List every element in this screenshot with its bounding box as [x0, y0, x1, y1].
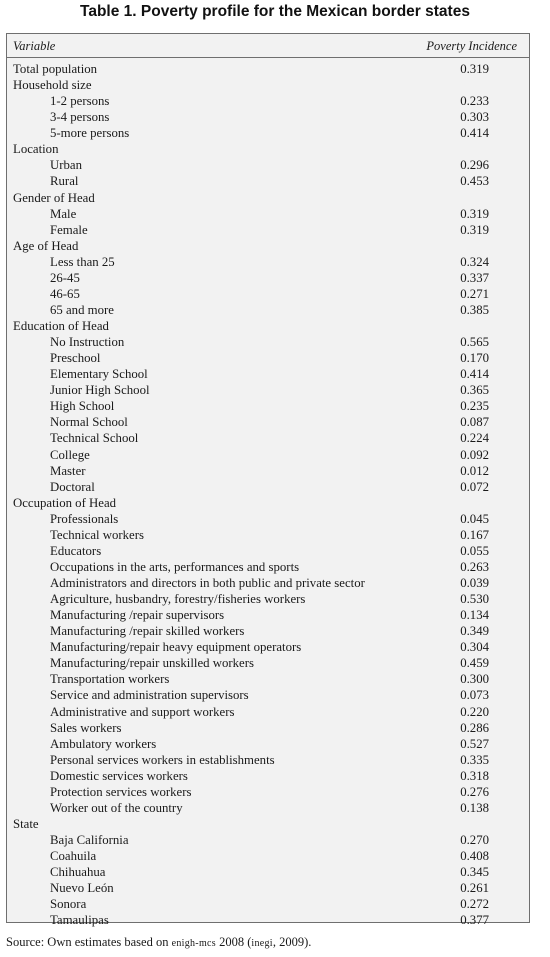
table-row: [7, 366, 529, 382]
poverty-table: [6, 33, 530, 928]
table-row: [7, 109, 529, 125]
table-row: [7, 800, 529, 816]
row-value: 0.319: [460, 62, 489, 76]
row-value: 0.414: [460, 367, 489, 382]
row-value: 0.039: [460, 576, 489, 590]
row-label: Male: [50, 206, 77, 221]
row-label: Household size: [13, 78, 92, 93]
row-label: Service and administration supervisors: [50, 688, 249, 703]
row-label: 65 and more: [50, 302, 114, 317]
table-row: [7, 430, 529, 446]
table-row: [7, 157, 529, 173]
row-label: 1-2 persons: [50, 94, 110, 109]
table-row: [7, 173, 529, 189]
row-value: 0.345: [460, 865, 489, 880]
row-label: College: [50, 447, 90, 462]
row-value: 0.300: [460, 672, 489, 687]
row-label: No Instruction: [50, 335, 125, 350]
row-label: Manufacturing /repair supervisors: [50, 608, 225, 623]
table-row-category: [7, 190, 529, 206]
source-year: 2008 (: [215, 935, 252, 949]
table-row: [7, 398, 529, 414]
row-value: 0.045: [460, 511, 489, 526]
row-label: Transportation workers: [50, 672, 170, 687]
row-label: Location: [13, 142, 59, 157]
row-label: Doctoral: [50, 479, 95, 494]
row-label: Manufacturing /repair skilled workers: [50, 624, 245, 639]
source-prefix: Source: Own estimates based on: [6, 935, 172, 949]
table-row-category: [7, 495, 529, 511]
table-row-category: [7, 238, 529, 254]
source-suffix: , 2009).: [272, 935, 312, 949]
row-label: 3-4 persons: [50, 110, 110, 125]
table-row: [7, 125, 529, 141]
row-value: 0.385: [460, 302, 489, 317]
table-row: [7, 848, 529, 864]
row-value: 0.324: [460, 254, 489, 269]
table-row: [7, 206, 529, 222]
row-value: 0.459: [460, 656, 489, 671]
table-row-category: [7, 77, 529, 93]
row-value: 0.072: [460, 479, 489, 494]
table-row: [7, 864, 529, 880]
row-label: Tamaulipas: [50, 913, 109, 928]
table-row: [7, 607, 529, 623]
row-label: Agriculture, husbandry, forestry/fisheries workers: [50, 592, 306, 607]
row-label: Junior High School: [50, 383, 150, 398]
row-label: State: [13, 816, 39, 831]
table-row: [7, 414, 529, 430]
row-value: 0.087: [460, 415, 489, 430]
row-value: 0.263: [460, 559, 489, 574]
row-label: Gender of Head: [13, 190, 95, 205]
row-value: 0.304: [460, 640, 489, 655]
row-value: 0.303: [460, 110, 489, 125]
row-label: Personal services workers in establishments: [50, 752, 275, 767]
row-label: Educators: [50, 543, 102, 558]
row-value: 0.530: [460, 592, 489, 607]
row-value: 0.565: [460, 335, 489, 350]
row-label: Professionals: [50, 511, 119, 526]
table-row: [7, 752, 529, 768]
table-row: [7, 447, 529, 463]
table-title: Table 1. Poverty profile for the Mexican border states: [80, 3, 470, 20]
table-row: [7, 382, 529, 398]
row-label: Chihuahua: [50, 865, 106, 880]
table-row: [7, 254, 529, 270]
row-label: Total population: [13, 62, 98, 76]
row-label: Preschool: [50, 351, 101, 366]
row-label: Nuevo León: [50, 881, 114, 896]
row-value: 0.365: [460, 383, 489, 398]
table-row: [7, 687, 529, 703]
row-value: 0.092: [460, 447, 489, 462]
row-value: 0.220: [460, 704, 489, 719]
row-value: 0.319: [460, 222, 489, 237]
row-value: 0.272: [460, 897, 489, 912]
table-row: [7, 591, 529, 607]
row-label: Protection services workers: [50, 784, 192, 799]
row-label: Education of Head: [13, 319, 109, 333]
row-value: 0.453: [460, 174, 489, 189]
row-value: 0.073: [460, 688, 489, 703]
table-row: [7, 655, 529, 671]
row-value: 0.414: [460, 126, 489, 141]
table-row: [7, 334, 529, 350]
source-agency: inegi: [251, 938, 273, 949]
row-label: 46-65: [50, 286, 80, 301]
row-label: Sales workers: [50, 720, 122, 735]
row-label: Elementary School: [50, 367, 148, 382]
table-row: [7, 302, 529, 318]
table-row: [7, 511, 529, 527]
row-value: 0.318: [460, 768, 489, 783]
row-label: Worker out of the country: [50, 800, 183, 815]
row-label: High School: [50, 399, 115, 414]
row-label: Manufacturing/repair unskilled workers: [50, 656, 254, 671]
column-header-poverty-incidence: Poverty Incidence: [426, 39, 517, 53]
row-value: 0.408: [460, 849, 489, 864]
table-row-category: [7, 816, 529, 832]
table-header-row: [7, 34, 529, 58]
row-value: 0.377: [460, 913, 489, 928]
table-row: [7, 720, 529, 736]
row-label: Administrative and support workers: [50, 704, 235, 719]
row-value: 0.319: [460, 206, 489, 221]
table-row: [7, 623, 529, 639]
table-row: [7, 896, 529, 912]
table-row: [7, 543, 529, 559]
row-label: Manufacturing/repair heavy equipment operators: [50, 640, 302, 655]
table-row: [7, 222, 529, 238]
row-value: 0.261: [460, 881, 489, 896]
table-row: [7, 527, 529, 543]
row-label: Female: [50, 222, 88, 237]
source-dataset: enigh-mcs: [171, 938, 216, 949]
table-row: [7, 768, 529, 784]
row-label: Technical School: [50, 431, 139, 446]
row-label: Sonora: [50, 897, 87, 912]
row-value: 0.276: [460, 784, 489, 799]
row-label: Technical workers: [50, 527, 144, 542]
row-label: Ambulatory workers: [50, 736, 157, 751]
table-row: [7, 639, 529, 655]
column-header-variable: Variable: [13, 39, 56, 53]
row-label: Less than 25: [50, 254, 115, 269]
row-label: Normal School: [50, 415, 128, 430]
row-value: 0.337: [460, 270, 489, 285]
row-label: 5-more persons: [50, 126, 130, 141]
row-value: 0.335: [460, 752, 489, 767]
table-row: [7, 479, 529, 495]
row-value: 0.271: [460, 286, 489, 301]
row-value: 0.527: [460, 736, 489, 751]
table-row: [7, 463, 529, 479]
row-value: 0.167: [460, 527, 489, 542]
table-row: [7, 832, 529, 848]
row-value: 0.224: [460, 431, 489, 446]
row-label: Occupation of Head: [13, 495, 117, 510]
table-row: [7, 350, 529, 366]
row-value: 0.286: [460, 720, 489, 735]
table-row: [7, 270, 529, 286]
source-note: [6, 934, 311, 952]
table-row: [7, 912, 529, 928]
table-row-category: [7, 61, 529, 77]
table-row: [7, 704, 529, 720]
row-value: 0.349: [460, 624, 489, 639]
table-row-category: [7, 318, 529, 334]
row-value: 0.055: [460, 543, 489, 558]
row-label: Age of Head: [13, 238, 79, 253]
row-value: 0.170: [460, 351, 489, 366]
row-value: 0.296: [460, 158, 489, 173]
row-value: 0.134: [460, 608, 489, 623]
table-row: [7, 286, 529, 302]
table-row: [7, 880, 529, 896]
row-label: Urban: [50, 158, 82, 173]
table-row: [7, 575, 529, 591]
row-label: Coahuila: [50, 849, 97, 864]
row-label: Baja California: [50, 833, 129, 847]
row-value: 0.235: [460, 399, 489, 414]
row-value: 0.270: [460, 833, 489, 847]
row-value: 0.138: [460, 800, 489, 815]
table-row: [7, 559, 529, 575]
table-row: [7, 784, 529, 800]
row-label: 26-45: [50, 270, 80, 285]
table-body: [7, 61, 529, 928]
table-row-category: [7, 141, 529, 157]
table-row: [7, 93, 529, 109]
row-label: Rural: [50, 174, 79, 189]
table-row: [7, 736, 529, 752]
table-row: [7, 671, 529, 687]
row-value: 0.012: [460, 463, 489, 478]
row-label: Administrators and directors in both public and private sector: [50, 576, 365, 590]
row-label: Domestic services workers: [50, 768, 188, 783]
row-value: 0.233: [460, 94, 489, 109]
row-label: Occupations in the arts, performances and sports: [50, 559, 300, 574]
row-label: Master: [50, 463, 86, 478]
